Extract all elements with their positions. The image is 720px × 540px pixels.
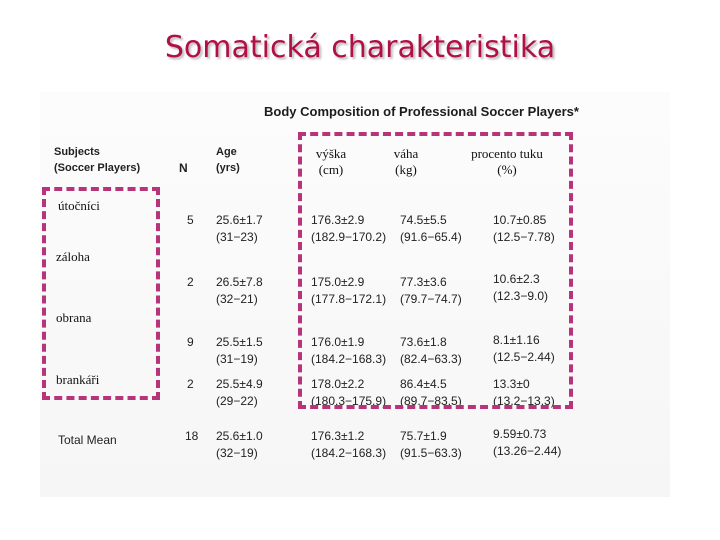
header-subjects [54, 144, 140, 176]
row-utocnici-age: 25.6±1.7 (31−23) [216, 213, 263, 244]
slide-title: Somatická charakteristika [164, 30, 556, 65]
header-fat-line2: (%) [497, 162, 517, 177]
row-brankari-height: 178.0±2.2 (180.3−175.9) [311, 377, 387, 408]
header-height-line1: výška [315, 146, 347, 161]
row-brankari-weight: 86.4±4.5 (89.7−83.5) [400, 377, 462, 408]
row-total-label: Total Mean [58, 433, 117, 447]
row-obrana-height: 176.0±1.9 (184.2−168.3) [311, 335, 387, 366]
row-total-weight: 75.7±1.9 (91.5−63.3) [400, 429, 462, 460]
row-zaloha-weight: 77.3±3.6 (79.7−74.7) [400, 275, 462, 306]
row-total-age: 25.6±1.0 (32−19) [216, 429, 263, 460]
row-total-height: 176.3±1.2 (184.2−168.3) [311, 429, 387, 460]
row-zaloha-height: 175.0±2.9 (177.8−172.1) [311, 275, 387, 306]
row-obrana-fat: 8.1±1.16 (12.5−2.44) [493, 333, 555, 364]
row-brankari-n: 2 [187, 377, 194, 391]
row-brankari-fat: 13.3±0 (13.2−13.3) [493, 377, 555, 408]
header-subjects-line2: (Soccer Players) [54, 162, 141, 174]
row-label-brankari: brankáři [56, 372, 100, 387]
header-age [216, 144, 240, 176]
row-label-utocnici: útočníci [58, 198, 100, 213]
row-total-n: 18 [185, 429, 199, 443]
row-zaloha-fat: 10.6±2.3 (12.3−9.0) [493, 272, 549, 303]
table-caption: Body Composition of Professional Soccer Players* [264, 104, 579, 119]
row-label-obrana: obrana [56, 310, 92, 325]
header-weight-line2: (kg) [395, 162, 417, 177]
header-fat-line1: procento tuku [471, 146, 543, 161]
header-age-line2: (yrs) [216, 162, 240, 174]
row-zaloha-n: 2 [187, 275, 194, 289]
header-height-line2: (cm) [318, 162, 344, 177]
row-utocnici-n: 5 [187, 213, 194, 227]
row-brankari-age: 25.5±4.9 (29−22) [216, 377, 263, 408]
row-obrana-age: 25.5±1.5 (31−19) [216, 335, 263, 366]
header-age-line1: Age [216, 146, 237, 158]
highlight-box-body-measures [298, 132, 573, 409]
row-utocnici-fat: 10.7±0.85 (12.5−7.78) [493, 213, 555, 244]
header-n: N [179, 161, 188, 175]
highlight-box-player-positions [42, 187, 160, 400]
row-utocnici-height: 176.3±2.9 (182.9−170.2) [311, 213, 387, 244]
row-utocnici-weight: 74.5±5.5 (91.6−65.4) [400, 213, 462, 244]
row-zaloha-age: 26.5±7.8 (32−21) [216, 275, 263, 306]
row-label-zaloha: záloha [56, 249, 90, 264]
row-obrana-weight: 73.6±1.8 (82.4−63.3) [400, 335, 462, 366]
header-subjects-line1: Subjects [54, 146, 100, 158]
row-obrana-n: 9 [187, 335, 194, 349]
header-weight-line1: váha [393, 146, 419, 161]
row-total-fat: 9.59±0.73 (13.26−2.44) [493, 427, 562, 458]
